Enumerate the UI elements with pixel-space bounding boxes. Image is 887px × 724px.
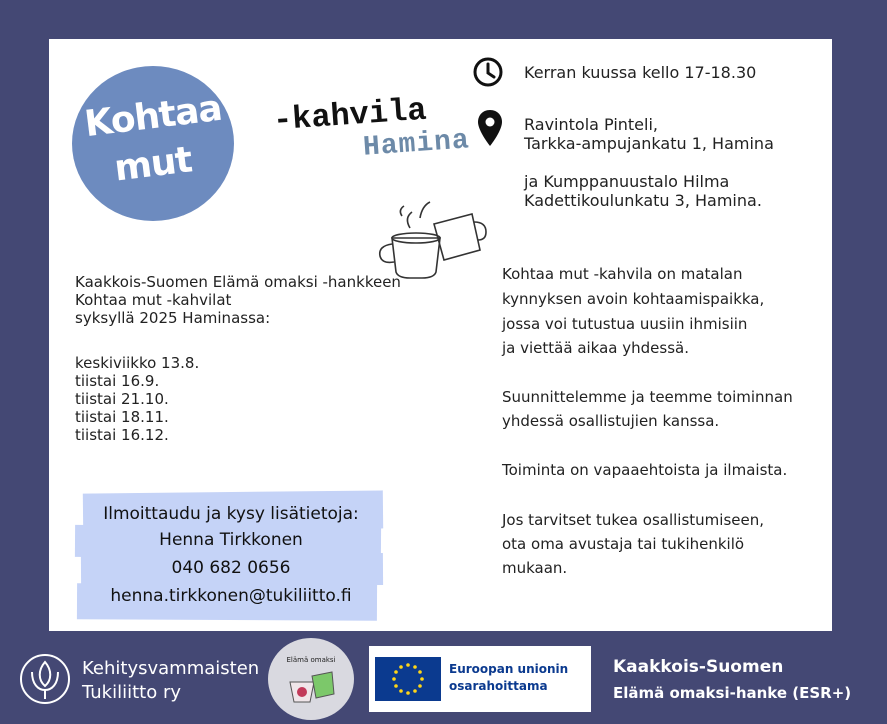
location-line2: Tarkka-ampujankatu 1, Hamina (524, 134, 774, 153)
date-item: keskiviikko 13.8. (75, 354, 200, 372)
date-item: tiistai 16.9. (75, 372, 160, 390)
contact-box (75, 492, 387, 622)
project-logo (268, 638, 354, 720)
contact-name: Henna Tirkkonen (159, 530, 303, 550)
intro-line2: Kohtaa mut -kahvilat (75, 291, 232, 309)
eu-funding-logo (369, 646, 591, 712)
org-name-line2: Tukiliitto ry (82, 682, 181, 703)
contact-phone[interactable]: 040 682 0656 (171, 558, 291, 578)
contact-email[interactable]: henna.tirkkonen@tukiliitto.fi (110, 586, 352, 606)
desc-p1-line3: jossa voi tutustua uusiin ihmisiin (502, 315, 748, 333)
schedule-text: Kerran kuussa kello 17-18.30 (524, 63, 757, 82)
intro-line1: Kaakkois-Suomen Elämä omaksi -hankkeen (75, 273, 401, 291)
desc-p3-line1: Toiminta on vapaaehtoista ja ilmaista. (502, 461, 788, 479)
location-line4: Kadettikoulunkatu 3, Hamina. (524, 191, 762, 210)
city-title: Hamina (362, 125, 471, 164)
org-name-line1: Kehitysvammaisten (82, 658, 260, 679)
badge-line2: mut (112, 139, 194, 190)
intro-line3: syksyllä 2025 Haminassa: (75, 309, 271, 327)
eu-text-line1: Euroopan unionin (449, 662, 569, 676)
project-logo-text: Elämä omaksi (286, 656, 336, 664)
eu-flag-icon (375, 657, 441, 701)
badge-line1: Kohtaa (82, 87, 224, 146)
contact-heading: Ilmoittaudu ja kysy lisätietoja: (103, 504, 359, 524)
date-item: tiistai 21.10. (75, 390, 169, 408)
project-name-line1: Kaakkois-Suomen (613, 657, 784, 677)
desc-p4-line3: mukaan. (502, 559, 568, 577)
project-name-line2: Elämä omaksi-hanke (ESR+) (613, 684, 852, 702)
date-item: tiistai 16.12. (75, 426, 169, 444)
desc-p2-line1: Suunnittelemme ja teemme toiminnan (502, 388, 793, 406)
kahvila-title: -kahvila (271, 91, 428, 140)
desc-p1-line2: kynnyksen avoin kohtaamispaikka, (502, 290, 765, 308)
desc-p4-line1: Jos tarvitset tukea osallistumiseen, (502, 511, 764, 529)
location-line3: ja Kumppanuustalo Hilma (524, 172, 730, 191)
date-item: tiistai 18.11. (75, 408, 169, 426)
desc-p2-line2: yhdessä osallistujien kanssa. (502, 412, 720, 430)
kohtaa-mut-badge (72, 66, 234, 221)
desc-p1-line4: ja viettää aikaa yhdessä. (502, 339, 689, 357)
tukiliitto-logo-icon (18, 652, 72, 706)
location-pin-icon (477, 109, 503, 147)
desc-p1-line1: Kohtaa mut -kahvila on matalan (502, 265, 743, 283)
project-cups-icon (288, 668, 336, 706)
clock-icon (472, 56, 504, 88)
location-line1: Ravintola Pinteli, (524, 115, 658, 134)
desc-p4-line2: ota oma avustaja tai tukihenkilö (502, 535, 745, 553)
eu-text-line2: osarahoittama (449, 679, 548, 693)
